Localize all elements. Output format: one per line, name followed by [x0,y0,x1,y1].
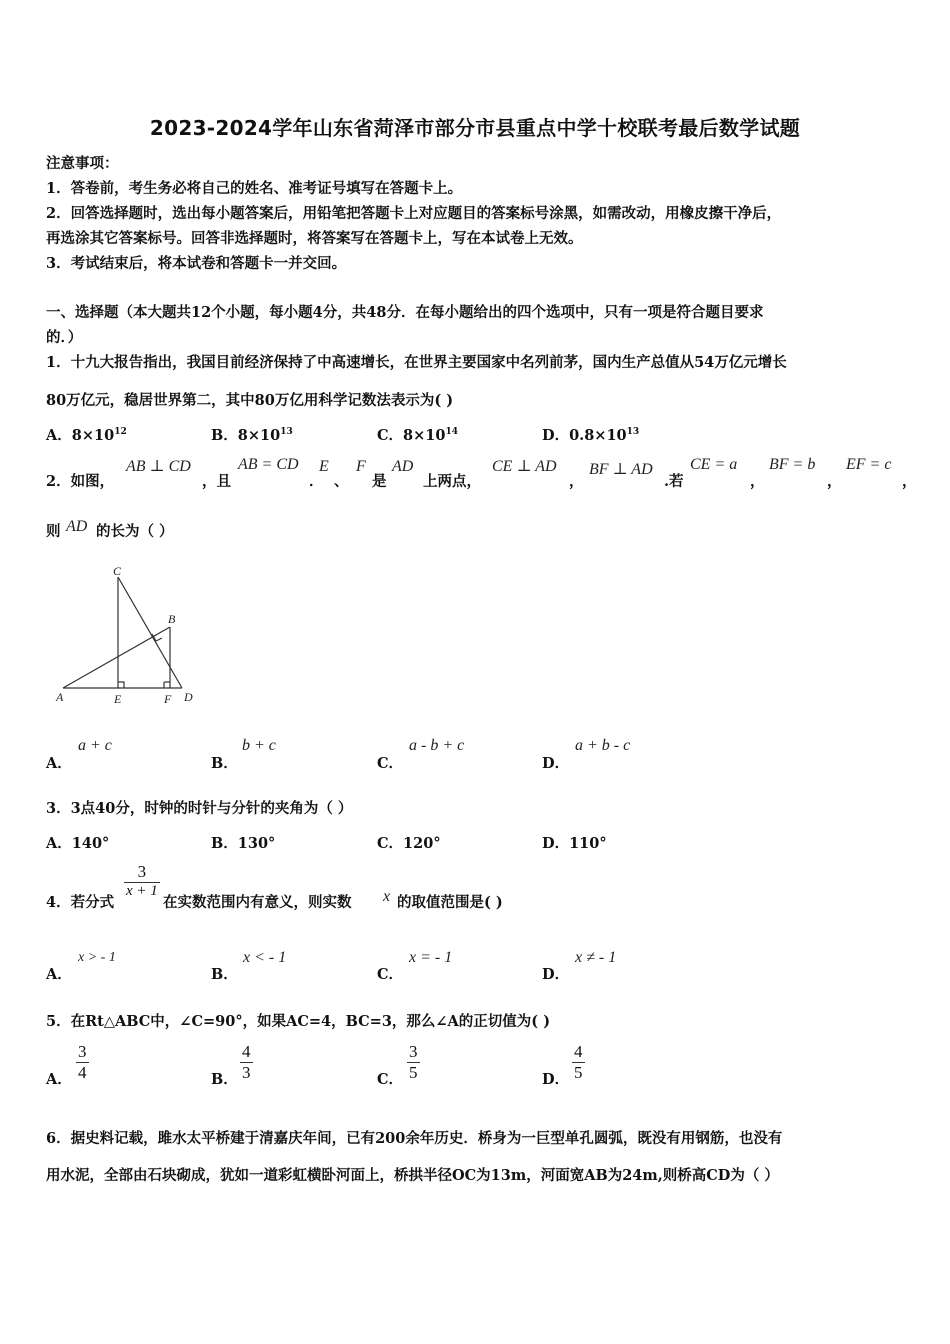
label-b: B [168,612,176,626]
q4-option-a-expr[interactable]: x > - 1 [78,950,116,965]
q2-option-d-expr[interactable]: a + b - c [575,737,631,754]
line-cd [118,577,182,688]
notice-item: 3．考试结束后，将本试卷和答题卡一并交回。 [46,255,347,272]
q2-math: CE = a [690,456,738,473]
q4-option-d-expr[interactable]: x ≠ - 1 [575,949,617,966]
q2-math: AB ⊥ CD [126,458,191,475]
q4-option-a-label[interactable]: A． [46,966,72,983]
q4-option-b-expr[interactable]: x < - 1 [243,949,287,966]
notice-item: 再选涂其它答案标号。回答非选择题时，将答案写在答题卡上，写在本试卷上无效。 [46,230,583,247]
section-heading: 一、选择题（本大题共12个小题，每小题4分，共48分．在每小题给出的四个选项中，只有一项是符合题目要求 [46,304,764,321]
q3-option-a[interactable]: A．140° [46,835,110,852]
q6-text-cont: 用水泥，全部由石块砌成，犹如一道彩虹横卧河面上，桥拱半径OC为13m，河面宽AB为24m,则桥高CD为（ ） [46,1167,779,1184]
q2-math: EF = c [846,456,892,473]
q2-text: .若 [664,473,684,490]
label-f: F [164,692,172,706]
q2-line2-prefix: 则 [46,523,61,540]
q2-text: ， [902,473,917,490]
q4-option-b-label[interactable]: B． [211,966,238,983]
q5-text: 5．在Rt△ABC中，∠C=90°，如果AC=4，BC=3，那么∠A的正切值为( ) [46,1013,551,1030]
q2-line2-suffix: 的长为（ ） [96,523,174,540]
q5-option-a-frac[interactable]: $\frac{3}{4}$ [78,1042,87,1082]
q2-figure [50,560,210,710]
notice-item: 1．答卷前，考生务必将自己的姓名、准考证号填写在答题卡上。 [46,180,463,197]
label-a: A [56,690,64,704]
q2-text: 上两点， [423,473,481,490]
q4-option-d-label[interactable]: D． [542,966,570,983]
q3-text: 3．3点40分，时钟的时针与分针的夹角为（ ） [46,800,353,817]
q1-option-c[interactable]: C．$8\times 10^{14}$ [377,427,458,444]
label-e: E [114,692,122,706]
q5-option-b-label[interactable]: B． [211,1071,238,1088]
q2-text: ， [750,473,765,490]
right-angle-e [118,682,124,688]
q3-option-d[interactable]: D．110° [542,835,607,852]
q1-option-a[interactable]: A．$8\times 10^{12}$ [46,427,127,444]
notice-heading: 注意事项： [46,155,119,172]
q2-option-a-expr[interactable]: a + c [78,737,112,754]
q4-prefix: 4．若分式 [46,894,115,911]
q4-option-c-expr[interactable]: x = - 1 [409,949,453,966]
q3-option-b[interactable]: B．130° [211,835,276,852]
q2-option-c-label[interactable]: C． [377,755,404,772]
q2-text: 是 [372,473,387,490]
q2-prefix: 2．如图， [46,473,115,490]
notice-item: 2．回答选择题时，选出每小题答案后，用铅笔把答题卡上对应题目的答案标号涂黑，如需改动，用橡皮擦干净后， [46,205,782,222]
q6-text: 6．据史料记载，雎水太平桥建于清嘉庆年间，已有200余年历史．桥身为一巨型单孔圆弧，既没有用钢筋，也没有 [46,1130,783,1147]
q1-text-cont: 80万亿元，稳居世界第二，其中80万亿用科学记数法表示为( ) [46,392,454,409]
q4-option-c-label[interactable]: C． [377,966,404,983]
q5-option-b-frac[interactable]: $\frac{4}{3}$ [242,1042,251,1082]
q2-math: F [356,458,366,475]
q2-math: AB = CD [238,456,299,473]
q2-option-c-expr[interactable]: a - b + c [409,737,465,754]
q2-text: ， [569,473,584,490]
q2-line2-math: AD [66,518,88,535]
q4-frac-num: 3 [137,862,147,881]
q2-text: ， [827,473,842,490]
q2-text: ，且 [202,473,231,490]
q5-option-c-frac[interactable]: $\frac{3}{5}$ [409,1042,418,1082]
q2-text: ． [309,473,324,490]
q2-math: E [319,458,329,475]
section-heading-cont: 的．） [46,329,83,346]
q1-option-b[interactable]: B．$8\times 10^{13}$ [211,427,293,444]
q4-fraction [124,862,160,900]
q1-option-d[interactable]: D．$0.8\times 10^{13}$ [542,427,640,444]
q2-math: BF = b [769,456,816,473]
q5-option-a-label[interactable]: A． [46,1071,72,1088]
line-ab [63,627,170,688]
q5-option-c-label[interactable]: C． [377,1071,404,1088]
q2-option-b-expr[interactable]: b + c [242,737,276,754]
q2-math: CE ⊥ AD [492,458,557,475]
q2-option-d-label[interactable]: D． [542,755,570,772]
q5-option-d-label[interactable]: D． [542,1071,570,1088]
q4-suffix: 的取值范围是( ) [397,894,503,911]
label-c: C [113,564,122,578]
q1-text: 1．十九大报告指出，我国目前经济保持了中高速增长，在世界主要国家中名列前茅，国内生产总值从54万亿元增长 [46,354,787,371]
q2-text: 、 [334,473,349,490]
label-d: D [184,690,193,704]
q2-option-b-label[interactable]: B． [211,755,238,772]
q4-frac-den: x + 1 [126,883,158,899]
q3-option-c[interactable]: C．120° [377,835,441,852]
q2-math: BF ⊥ AD [589,461,653,478]
q2-option-a-label[interactable]: A． [46,755,72,772]
q4-var: x [383,888,391,905]
q5-option-d-frac[interactable]: $\frac{4}{5}$ [574,1042,583,1082]
q2-math: AD [392,458,414,475]
q4-mid: 在实数范围内有意义，则实数 [163,894,352,911]
page-title: 2023-2024学年山东省菏泽市部分市县重点中学十校联考最后数学试题 [149,116,801,140]
